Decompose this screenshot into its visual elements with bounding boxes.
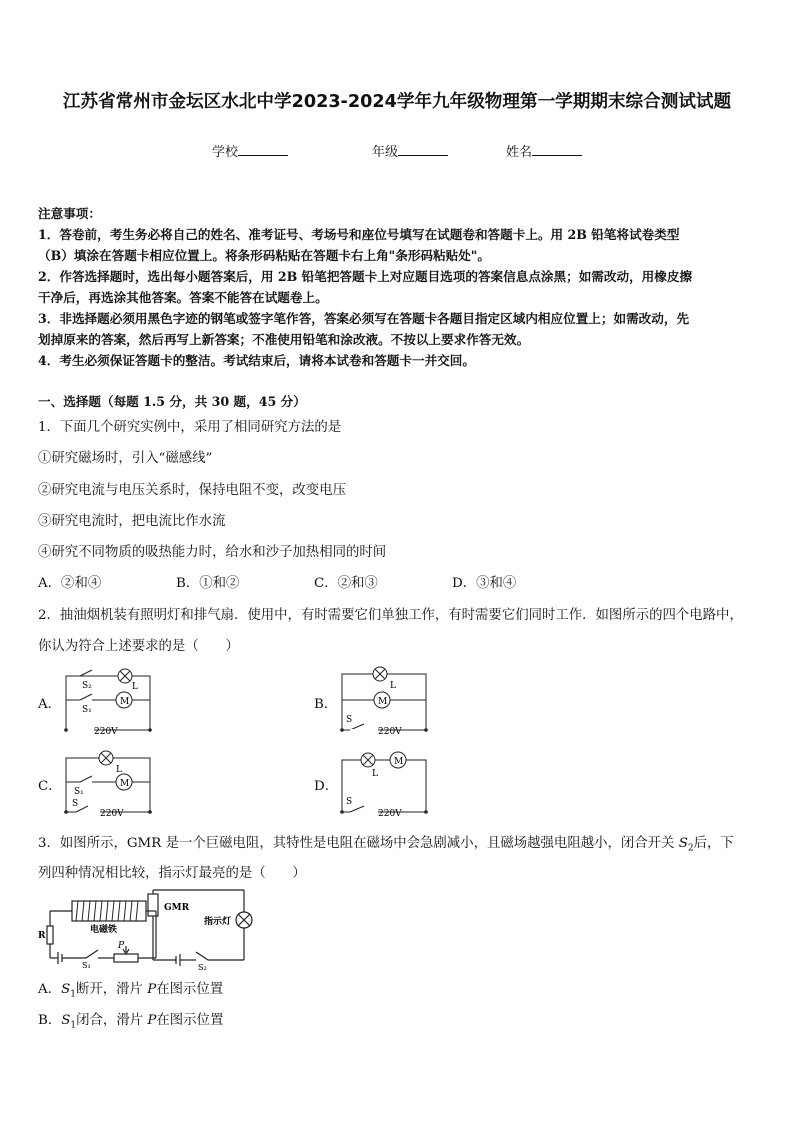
q3-stem-line2: 列四种情况相比较，指示灯最亮的是（ ） <box>38 866 306 881</box>
switch-s2-label: S₂ <box>198 963 207 970</box>
q3-option-b-sub: 1 <box>70 1020 77 1031</box>
indicator-label: 指示灯 <box>204 917 232 927</box>
q1-option-c: C．②和③ <box>314 576 378 591</box>
school-label: 学校 <box>212 145 239 160</box>
circuit-c-s: S <box>72 799 79 809</box>
q3-option-b-text: 闭合，滑片 <box>76 1013 148 1028</box>
q3-option-a-sub: 1 <box>70 989 76 1000</box>
electromagnet-label: 电磁铁 <box>90 925 118 935</box>
notice-line: 干净后，再选涂其他答案。答案不能答在试题卷上。 <box>38 290 328 305</box>
circuit-c-s1: S₁ <box>74 787 84 797</box>
q2-stem-line1: 2．抽油烟机装有照明灯和排气扇．使用中，有时需要它们单独工作，有时需要它们同时工作．如图所示的四个电路中， <box>38 608 743 623</box>
circuit-d-diagram <box>336 742 436 820</box>
q1-item: ③研究电流时，把电流比作水流 <box>38 514 226 529</box>
circuit-b-s: S <box>346 715 353 725</box>
circuit-a-motor: M <box>120 697 130 707</box>
name-field <box>506 141 582 160</box>
notice-line: （B）填涂在答题卡相应位置上。将条形码粘贴在答题卡右上角"条形码粘贴处"。 <box>38 248 490 263</box>
name-blank <box>532 144 582 156</box>
circuit-a-voltage: 220V <box>94 727 118 737</box>
q2-option-b-letter: B． <box>314 697 338 712</box>
circuit-c-motor: M <box>120 779 130 789</box>
notice-line: 4．考生必须保证答题卡的整洁。考试结束后，请将本试卷和答题卡一并交回。 <box>38 353 475 368</box>
section-heading: 一、选择题（每题 1.5 分，共 30 题，45 分） <box>38 394 306 409</box>
q1-item: ①研究磁场时，引入“磁感线” <box>38 451 213 466</box>
gmr-circuit-diagram <box>38 888 268 970</box>
circuit-a-s2: S₂ <box>82 681 92 691</box>
q3-var-sub: 2 <box>687 843 694 854</box>
circuit-c-voltage: 220V <box>100 809 124 819</box>
circuit-b-l: L <box>390 681 396 691</box>
q3-option-a-var: S <box>61 982 71 997</box>
school-field <box>212 141 288 160</box>
page-title: 江苏省常州市金坛区水北中学2023-2024学年九年级物理第一学期期末综合测试试题 <box>62 92 732 112</box>
circuit-a-l: L <box>132 682 138 692</box>
circuit-d-voltage: 220V <box>378 809 402 819</box>
q3-option-a <box>38 978 223 1000</box>
q1-item: ②研究电流与电压关系时，保持电阻不变，改变电压 <box>38 483 346 498</box>
q3-var-s: S <box>678 836 688 851</box>
circuit-c-l: L <box>116 765 122 775</box>
q1-item: ④研究不同物质的吸热能力时，给水和沙子加热相同的时间 <box>38 545 387 560</box>
school-blank <box>238 144 288 156</box>
slider-label: P <box>118 941 125 951</box>
q3-option-b <box>38 1009 223 1031</box>
circuit-a-diagram <box>60 660 160 738</box>
grade-blank <box>398 144 448 156</box>
q2-option-c-letter: C． <box>38 779 62 794</box>
circuit-a-s1: S₁ <box>82 705 92 715</box>
q3-option-b-var2: P <box>147 1013 157 1028</box>
circuit-c-diagram <box>60 742 160 820</box>
q2-option-d-letter: D． <box>314 779 339 794</box>
q3-option-a-letter: A． <box>38 982 62 997</box>
q3-stem-line1 <box>38 832 734 854</box>
circuit-d-l: L <box>372 769 378 779</box>
resistor-label: R <box>38 931 46 941</box>
grade-field <box>372 141 448 160</box>
q3-option-a-text: 断开，滑片 <box>75 982 148 997</box>
circuit-d-motor: M <box>394 757 404 767</box>
circuit-b-diagram <box>336 660 436 738</box>
name-label: 姓名 <box>506 145 533 160</box>
q3-stem-text-b: 后，下 <box>693 836 734 851</box>
q3-option-b-var: S <box>61 1013 71 1028</box>
q1-option-a: A．②和④ <box>38 576 102 591</box>
notice-line: 3．非选择题必须用黑色字迹的钢笔或签字笔作答，答案必须写在答题卡各题目指定区域内相应位置上；如需改动，先 <box>38 311 690 326</box>
q2-stem-line2: 你认为符合上述要求的是（ ） <box>38 639 239 654</box>
notice-heading: 注意事项： <box>38 206 101 221</box>
circuit-d-s: S <box>346 797 353 807</box>
q3-option-a-var2: P <box>147 982 157 997</box>
q1-option-b: B．①和② <box>176 576 240 591</box>
q3-option-b-letter: B． <box>38 1013 62 1028</box>
q3-option-b-text-b: 在图示位置 <box>156 1013 224 1028</box>
q1-option-d: D．③和④ <box>452 576 517 591</box>
q2-option-a-letter: A． <box>38 697 62 712</box>
q1-stem: 1．下面几个研究实例中，采用了相同研究方法的是 <box>38 420 342 435</box>
switch-s1-label: S₁ <box>82 961 91 970</box>
notice-line: 1．答卷前，考生务必将自己的姓名、准考证号、考场号和座位号填写在试题卷和答题卡上。用 2B 铅笔将试卷类型 <box>38 227 680 242</box>
notice-line: 2．作答选择题时，选出每小题答案后，用 2B 铅笔把答题卡上对应题目选项的答案信息点涂黑；如需改动，用橡皮擦 <box>38 269 693 284</box>
notice-line: 划掉原来的答案，然后再写上新答案；不准使用铅笔和涂改液。不按以上要求作答无效。 <box>38 332 530 347</box>
grade-label: 年级 <box>372 145 399 160</box>
circuit-b-voltage: 220V <box>378 727 402 737</box>
q3-option-a-text-b: 在图示位置 <box>156 982 224 997</box>
gmr-label: GMR <box>164 903 190 913</box>
q3-stem-text-a: 3．如图所示，GMR 是一个巨磁电阻，其特性是电阻在磁场中会急剧减小，且磁场越强电阻越小，闭合开关 <box>38 836 679 851</box>
circuit-b-motor: M <box>378 697 388 707</box>
